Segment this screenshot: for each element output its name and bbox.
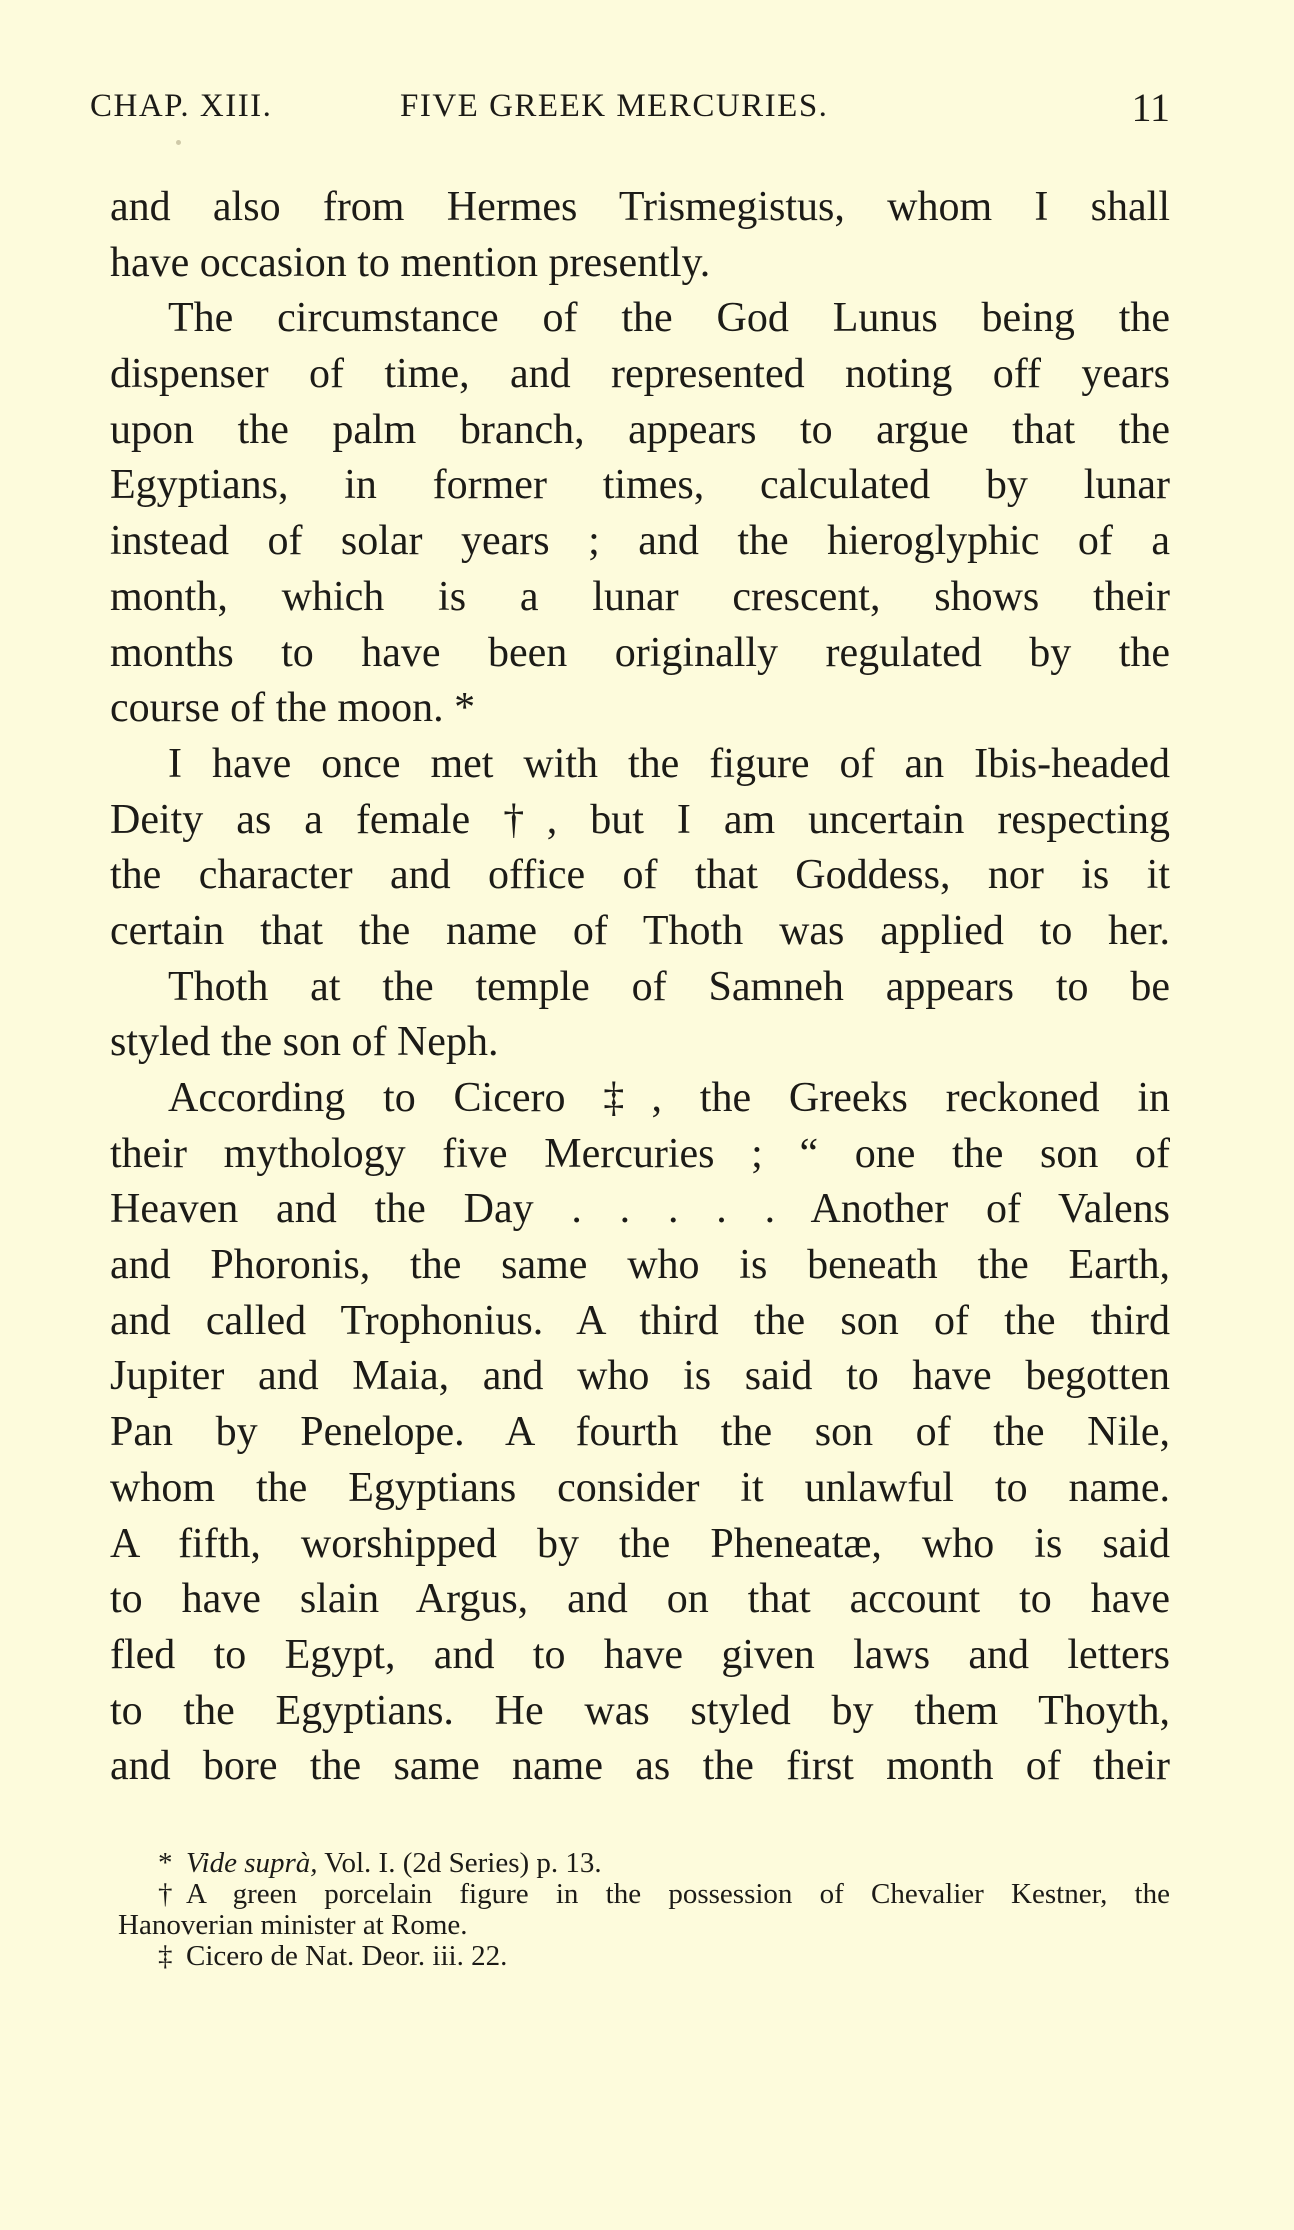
text-line: Jupiter and Maia, and who is said to have begotten (110, 1353, 1170, 1400)
page-number: 11 (1131, 85, 1170, 130)
footnote-text: Cicero de Nat. Deor. iii. 22. (186, 1940, 508, 1972)
footnote-2-continued: Hanoverian minister at Rome. (118, 1909, 468, 1941)
text-line: The circumstance of the God Lunus being the (168, 295, 1170, 342)
text-line: and also from Hermes Trismegistus, whom I shall (110, 184, 1170, 230)
text-line: months to have been originally regulated by the (110, 629, 1170, 676)
text-line: instead of solar years ; and the hieroglyphic of a (110, 518, 1170, 565)
footnote-text: Vol. I. (2d Series) p. 13. (317, 1847, 602, 1879)
body-text (110, 180, 1170, 1795)
text-line: fled to Egypt, and to have given laws and letters (110, 1631, 1170, 1678)
text-line: and Phoronis, the same who is beneath the Earth, (110, 1242, 1170, 1289)
text-line: upon the palm branch, appears to argue that the (110, 406, 1170, 453)
text-line: course of the moon. * (110, 685, 476, 732)
text-line: A fifth, worshipped by the Pheneatæ, who is said (110, 1520, 1170, 1567)
footnote-mark: * (158, 1847, 173, 1879)
text-line: whom the Egyptians consider it unlawful to name. (110, 1464, 1170, 1511)
footnote-text: A green porcelain figure in the possession of Chevalier Kestner, the (186, 1878, 1170, 1910)
footnote-mark: ‡ (158, 1940, 173, 1972)
page-speck (176, 140, 181, 145)
text-line: the character and office of that Goddess, nor is it (110, 852, 1170, 899)
footnotes (118, 1848, 1170, 1972)
text-line: styled the son of Neph. (110, 1019, 499, 1066)
text-line: Deity as a female †, but I am uncertain respecting (110, 796, 1170, 843)
text-line: I have once met with the figure of an Ibis-headed (168, 740, 1170, 787)
footnote-3 (118, 1941, 1170, 1972)
text-line: According to Cicero ‡, the Greeks reckoned in (168, 1075, 1170, 1121)
text-line: to have slain Argus, and on that account to have (110, 1576, 1170, 1623)
footnote-2 (118, 1879, 1170, 1910)
text-line: certain that the name of Thoth was applied to her. (110, 907, 1170, 954)
footnote-mark: † (158, 1878, 173, 1910)
footnote-1 (118, 1848, 1170, 1879)
text-line: Egyptians, in former times, calculated by lunar (110, 462, 1170, 509)
text-line: dispenser of time, and represented noting off years (110, 351, 1170, 398)
text-line: Pan by Penelope. A fourth the son of the Nile, (110, 1409, 1170, 1456)
footnote-italic-ref: Vide suprà, (186, 1847, 318, 1879)
running-title: FIVE GREEK MERCURIES. (400, 88, 829, 124)
text-line: and bore the same name as the first month of their (110, 1743, 1170, 1790)
text-line: to the Egyptians. He was styled by them Thoyth, (110, 1687, 1170, 1734)
text-line: Thoth at the temple of Samneh appears to be (168, 963, 1170, 1010)
chapter-label: CHAP. XIII. (90, 88, 273, 124)
text-line: and called Trophonius. A third the son of the third (110, 1297, 1170, 1344)
text-line: Heaven and the Day . . . . . Another of Valens (110, 1186, 1170, 1233)
text-line: their mythology five Mercuries ; “ one the son of (110, 1130, 1170, 1177)
running-header (90, 85, 1170, 138)
text-line: have occasion to mention presently. (110, 239, 711, 286)
text-line: month, which is a lunar crescent, shows their (110, 573, 1170, 620)
